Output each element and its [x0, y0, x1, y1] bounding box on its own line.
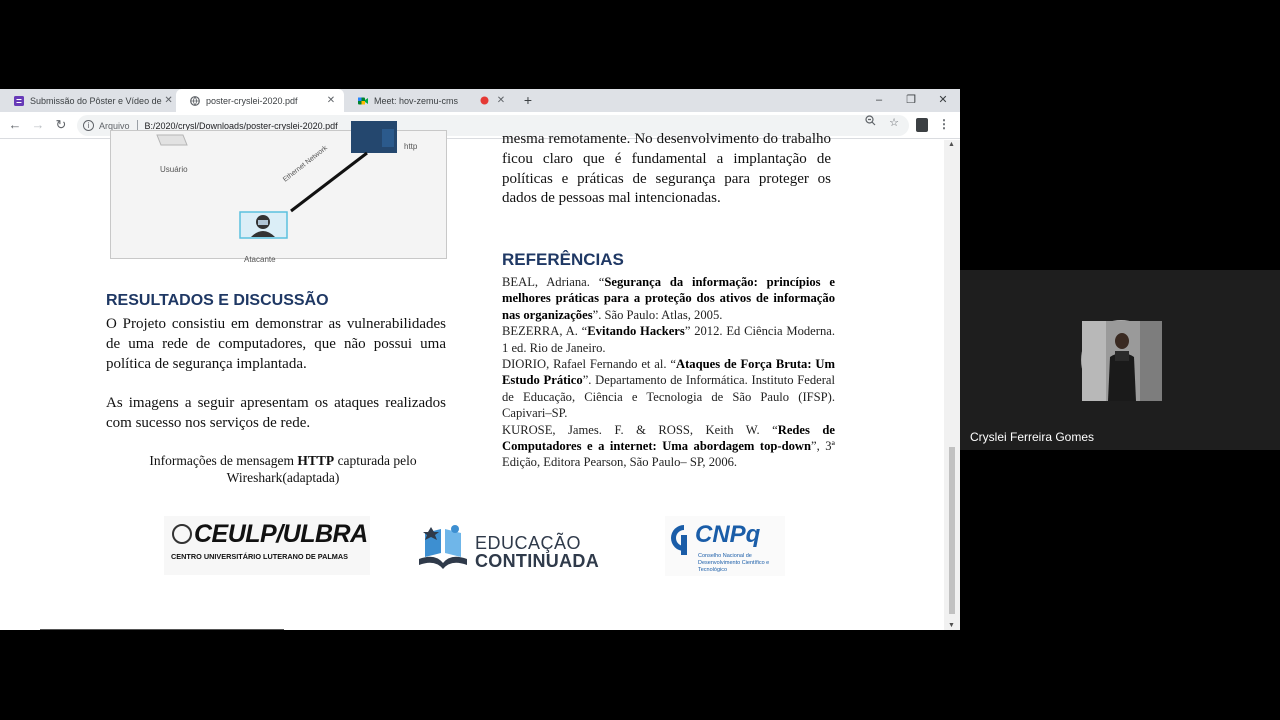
- pdf-page: [7, 131, 944, 630]
- meet-icon: [358, 96, 368, 106]
- diagram-user-label: Usuário: [160, 165, 188, 174]
- recording-icon: [480, 96, 489, 105]
- results-paragraph-1: O Projeto consistiu em demonstrar as vulnerabilidades de uma rede de computadores, que não possui uma política de segurança implantada.: [106, 316, 446, 372]
- ref-text: DIORIO, Rafael Fernando et al. “: [502, 357, 677, 372]
- cnpq-logo-text: CNPq: [695, 521, 761, 548]
- book-icon: [415, 523, 471, 573]
- references-heading: REFERÊNCIAS: [502, 250, 624, 269]
- caption-text: capturada pelo Wireshark(adaptada): [226, 453, 417, 485]
- cnpq-logo-subtitle: Conselho Nacional de Desenvolvimento Científico e Tecnológico: [698, 553, 770, 573]
- ref-title: Redes de Computadores e a internet: Uma abordagem top-down: [502, 422, 836, 454]
- url-text[interactable]: B:/2020/crysl/Downloads/poster-cryslei-2020.pdf: [144, 120, 338, 131]
- tab-strip: [0, 89, 960, 112]
- educacao-continuada-logo: [415, 523, 623, 573]
- forward-button[interactable]: →: [31, 117, 45, 132]
- minimize-button[interactable]: –: [875, 94, 883, 106]
- back-button[interactable]: ←: [8, 117, 22, 132]
- pdf-viewer: [0, 131, 960, 630]
- caption-bold: HTTP: [297, 453, 335, 468]
- reference-item: [502, 356, 835, 422]
- tab-pdf[interactable]: [176, 89, 344, 112]
- ref-text: KUROSE, James. F. & ROSS, Keith W. “: [502, 422, 778, 437]
- close-tab-icon[interactable]: ✕: [496, 95, 506, 106]
- participant-avatar: [1081, 320, 1161, 400]
- edu-logo-line1: EDUCAÇÃO: [475, 533, 582, 553]
- ceulp-logo-subtitle: CENTRO UNIVERSITÁRIO LUTERANO DE PALMAS: [171, 552, 349, 561]
- tab-forms[interactable]: [0, 89, 175, 112]
- diagram-attacker-label: Atacante: [244, 255, 276, 264]
- zoom-icon[interactable]: [862, 115, 878, 131]
- maximize-button[interactable]: ❐: [906, 94, 916, 106]
- menu-icon[interactable]: ⋮: [938, 117, 950, 131]
- reference-item: [502, 323, 835, 356]
- tab-title: Submissão do Pôster e Vídeo de: [30, 95, 162, 106]
- ceulp-seal-icon: [172, 524, 192, 544]
- meet-participant-tile[interactable]: [960, 270, 1280, 450]
- ceulp-ulbra-logo: [164, 516, 370, 575]
- ref-text: ”. São Paulo: Atlas, 2005.: [592, 307, 723, 322]
- globe-icon: [190, 96, 200, 106]
- ref-title: Evitando Hackers: [587, 324, 685, 339]
- network-diagram: [110, 130, 447, 264]
- results-heading: RESULTADOS E DISCUSSÃO: [106, 292, 329, 309]
- close-tab-icon[interactable]: ✕: [164, 95, 173, 106]
- conclusion-paragraph: mesma remotamente. No desenvolvimento do trabalho ficou claro que é fundamental a implantação de políticas e práticas de segurança para proteger os dados de pessoas mal intencionadas.: [502, 131, 831, 207]
- tab-title: poster-cryslei-2020.pdf: [206, 95, 298, 106]
- close-tab-icon[interactable]: ✕: [326, 95, 336, 106]
- scrollbar[interactable]: [944, 140, 960, 630]
- participant-photo: [1082, 321, 1162, 401]
- scroll-down-icon[interactable]: ▼: [948, 622, 955, 629]
- reference-item: [502, 422, 835, 471]
- reference-item: [502, 274, 835, 323]
- cnpq-logo: [665, 516, 785, 576]
- ref-text: ”, 3ª Edição, Editora Pearson, São Paulo– SP, 2006.: [502, 439, 835, 470]
- scroll-up-icon[interactable]: ▲: [948, 141, 955, 148]
- ref-title: Ataques de Força Bruta: Um Estudo Prático: [502, 357, 835, 388]
- ref-text: ” 2012. Ed Ciência Moderna. 1 ed. Rio de Janeiro.: [502, 324, 835, 355]
- ref-text: BEZERRA, A. “: [502, 324, 588, 339]
- ref-title: Segurança da informação: princípios e melhores práticas para a proteção dos ativos de informação nas organizações: [502, 275, 835, 322]
- info-icon[interactable]: i: [83, 120, 94, 131]
- references-list: [502, 274, 835, 471]
- extension-icon[interactable]: [916, 118, 928, 132]
- caption-text: Informações de mensagem: [149, 453, 298, 468]
- browser-window: [0, 89, 960, 630]
- results-paragraph-2: As imagens a seguir apresentam os ataques realizados com sucesso nos serviços de rede.: [106, 395, 446, 431]
- reload-button[interactable]: ↻: [55, 117, 67, 132]
- scrollbar-thumb[interactable]: [949, 447, 955, 614]
- ref-text: BEAL, Adriana. “: [502, 275, 605, 289]
- close-window-button[interactable]: ✕: [938, 94, 948, 106]
- diagram-http-label: http: [404, 142, 418, 151]
- star-icon[interactable]: ☆: [889, 117, 899, 129]
- tab-title: Meet: hov-zemu-cms: [374, 95, 459, 106]
- figure-caption: [117, 452, 449, 486]
- diagram-graphic: [111, 131, 448, 260]
- diagram-network-label: Ethernet Network: [282, 144, 329, 184]
- viewer-left-border: [0, 140, 7, 630]
- edu-logo-line2: CONTINUADA: [475, 551, 599, 571]
- new-tab-button[interactable]: +: [523, 92, 533, 108]
- ref-text: ”. Departamento de Informática. Instituto Federal de Educação, Ciência e Tecnologia de São Paulo (IFSP). Capivari–SP.: [502, 373, 835, 421]
- protocol-label: Arquivo: [99, 120, 130, 131]
- tab-meet[interactable]: [344, 89, 514, 112]
- participant-name: Cryslei Ferreira Gomes: [970, 430, 1095, 444]
- page-edge-line: [40, 629, 284, 630]
- forms-icon: [14, 96, 24, 106]
- ceulp-logo-text: CEULP/ULBRA: [194, 520, 368, 548]
